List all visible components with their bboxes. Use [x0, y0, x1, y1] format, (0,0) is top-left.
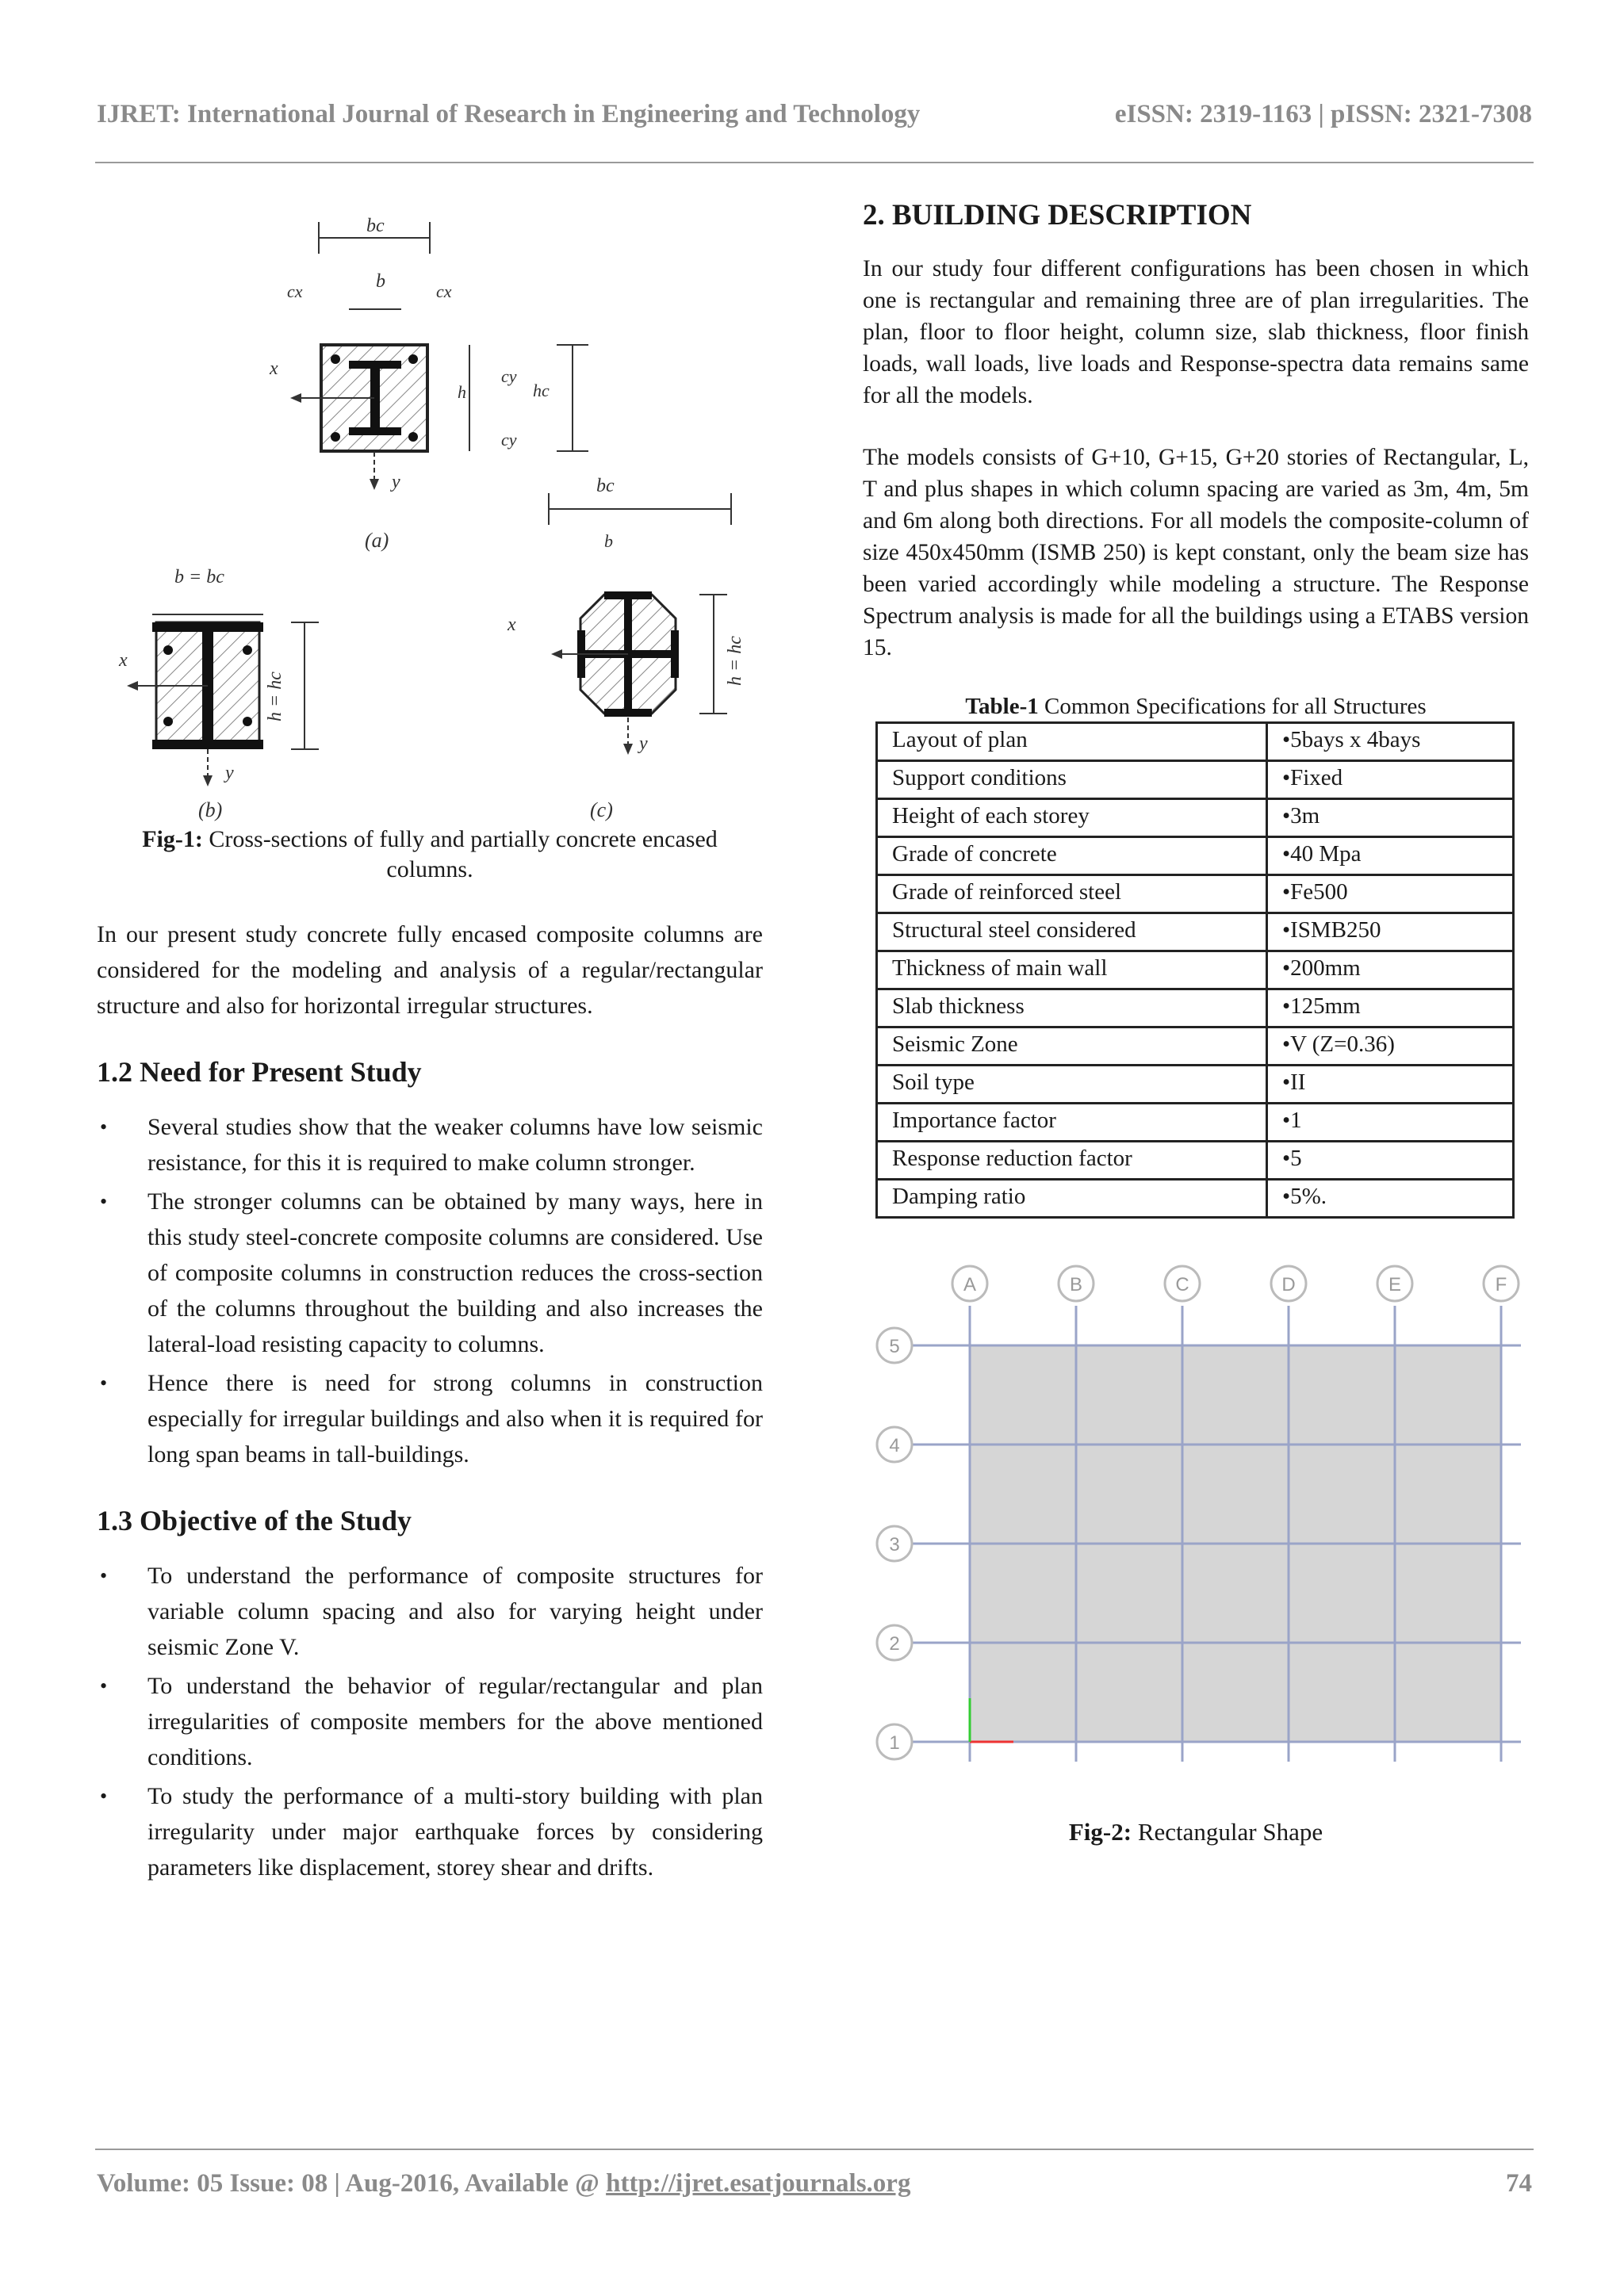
- grid-label-col: A: [963, 1274, 977, 1295]
- issn: eISSN: 2319-1163 | pISSN: 2321-7308: [1114, 100, 1532, 128]
- label-bc: bc: [366, 216, 385, 236]
- section-c: [507, 476, 745, 821]
- label-cy-top: cy: [501, 366, 517, 386]
- table-row: Soil type •II: [877, 1066, 1514, 1104]
- grid-label-row: 2: [889, 1633, 900, 1655]
- grid-label-col: B: [1069, 1274, 1083, 1295]
- objective-item: • To understand the behavior of regular/rectangular and plan irregularities of composite members for the above mentioned conditions.: [100, 1673, 763, 1770]
- grid-label-col: C: [1175, 1274, 1189, 1295]
- table-row: Height of each storey •3m: [877, 799, 1514, 837]
- label-b: b: [376, 271, 385, 292]
- intro-paragraph: In our present study concrete fully encased composite columns are considered for the modeling and analysis of a regular/rectangular structure and also for horizontal irregular structures.: [97, 921, 763, 1019]
- grid-label-row: 4: [889, 1435, 900, 1456]
- objective-item: • To understand the performance of composite structures for variable column spacing and also for varying height under seismic Zone V.: [100, 1563, 763, 1660]
- grid-label-col: E: [1388, 1274, 1402, 1295]
- description-paragraph-1: In our study four different configurations has been chosen in which one is rectangular and remaining three are of plan irregularities. The plan, floor to floor height, column size, slab thickness, floor finish loads, wall loads, live loads and Response-spectra data remains same for all the models.: [863, 256, 1529, 408]
- right-column: [863, 198, 1529, 1846]
- figure-2-caption-label: Fig-2:: [1068, 1818, 1132, 1846]
- table-row: Layout of plan •5bays x 4bays: [877, 723, 1514, 761]
- figure-1-caption: [97, 825, 763, 885]
- label-c-caption: (c): [590, 798, 613, 821]
- label-h-eq-hc-b: h = hc: [265, 672, 285, 721]
- table-row: Grade of concrete •40 Mpa: [877, 837, 1514, 875]
- journal-title: IJRET: International Journal of Research in Engineering and Technology: [97, 100, 921, 128]
- need-item: • Several studies show that the weaker columns have low seismic resistance, for this it is required to make column stronger.: [100, 1114, 763, 1176]
- grid-label-col: F: [1495, 1274, 1507, 1295]
- table-row: Support conditions •Fixed: [877, 761, 1514, 799]
- need-heading: 1.2 Need for Present Study: [97, 1056, 422, 1088]
- figure-1: [97, 198, 763, 825]
- composite-column-sections-diagram: [97, 198, 763, 825]
- table-row: Grade of reinforced steel •Fe500: [877, 875, 1514, 913]
- label-hc-a: hc: [533, 381, 550, 400]
- building-description-heading: 2. BUILDING DESCRIPTION: [863, 199, 1252, 232]
- label-cx-right: cx: [436, 281, 452, 301]
- figure-2-caption: [863, 1818, 1529, 1846]
- page-number: 74: [1506, 2169, 1532, 2198]
- label-y-a: y: [392, 472, 400, 492]
- table-row: Damping ratio •5%.: [877, 1180, 1514, 1218]
- label-h-eq-hc-c: h = hc: [725, 636, 745, 686]
- label-x-b: x: [119, 650, 128, 671]
- label-y-c: y: [639, 733, 648, 754]
- need-list: [97, 1109, 763, 1472]
- table-row: Importance factor •1: [877, 1104, 1514, 1142]
- table-row: Structural steel considered •ISMB250: [877, 913, 1514, 951]
- table-row: Response reduction factor •5: [877, 1142, 1514, 1180]
- footer-volume: Volume: 05 Issue: 08 | Aug-2016, Available @ http://ijret.esatjournals.org: [97, 2169, 911, 2198]
- description-paragraph-2: The models consists of G+10, G+15, G+20 stories of Rectangular, L, T and plus shapes in which column spacing are varied as 3m, 4m, 5m and 6m along both directions. For all models the composite-column of size 450x450mm (ISMB 250) is kept constant, only the beam size has been varied accordingly while modeling a structure. The Response Spectrum analysis is made for all the buildings using a ETABS version 15.: [863, 445, 1529, 660]
- figure-2: [863, 1258, 1529, 1813]
- specifications-table: [875, 721, 1515, 1219]
- grid-label-row: 1: [889, 1732, 900, 1754]
- figure-1-caption-text: Cross-sections of fully and partially concrete encased columns.: [202, 826, 718, 882]
- grid-label-row: 3: [889, 1534, 900, 1556]
- rectangular-plan-grid: [863, 1258, 1529, 1813]
- section-a: [269, 216, 588, 552]
- section-b: [118, 567, 319, 821]
- label-x-c: x: [508, 614, 516, 635]
- table-1-label: Table-1: [965, 694, 1039, 719]
- objective-list: [97, 1558, 763, 1885]
- grid-label-col: D: [1281, 1274, 1296, 1295]
- objective-item: • To study the performance of a multi-story building with plan irregularity under major earthquake forces by considering parameters like displacement, storey shear and drifts.: [100, 1783, 763, 1881]
- label-b-eq-bc: b = bc: [174, 567, 224, 587]
- objective-heading: 1.3 Objective of the Study: [97, 1505, 412, 1536]
- table-row: Slab thickness •125mm: [877, 989, 1514, 1027]
- header-rule: [95, 162, 1534, 163]
- label-b-caption: (b): [198, 798, 223, 821]
- label-b-c: b: [604, 531, 613, 551]
- label-y-b: y: [225, 763, 234, 783]
- label-a: (a): [365, 529, 389, 552]
- figure-1-caption-label: Fig-1:: [142, 826, 203, 852]
- table-row: Seismic Zone •V (Z=0.36): [877, 1027, 1514, 1066]
- grid-label-row: 5: [889, 1336, 900, 1357]
- running-header: [97, 100, 1532, 140]
- journal-link[interactable]: http://ijret.esatjournals.org: [606, 2169, 911, 2198]
- label-cy-bottom: cy: [501, 430, 517, 450]
- table-1-title: [863, 694, 1529, 720]
- label-cx-left: cx: [287, 281, 303, 301]
- footer-rule: [95, 2149, 1534, 2150]
- table-row: Thickness of main wall •200mm: [877, 951, 1514, 989]
- label-x-a: x: [270, 358, 278, 379]
- figure-2-caption-text: Rectangular Shape: [1132, 1818, 1323, 1846]
- need-item: • The stronger columns can be obtained by many ways, here in this study steel-concrete composite columns are considered. Use of composite columns in construction reduces the cross-section of the columns throughout the building and also increases the lateral-load resisting capacity to columns.: [100, 1188, 763, 1357]
- left-column: [97, 198, 763, 1888]
- label-bc-c: bc: [596, 476, 615, 496]
- need-item: • Hence there is need for strong columns in construction especially for irregular buildings and also when it is required for long span beams in tall-buildings.: [100, 1370, 763, 1468]
- label-h-a: h: [458, 382, 466, 402]
- table-1-title-text: Common Specifications for all Structures: [1038, 694, 1427, 719]
